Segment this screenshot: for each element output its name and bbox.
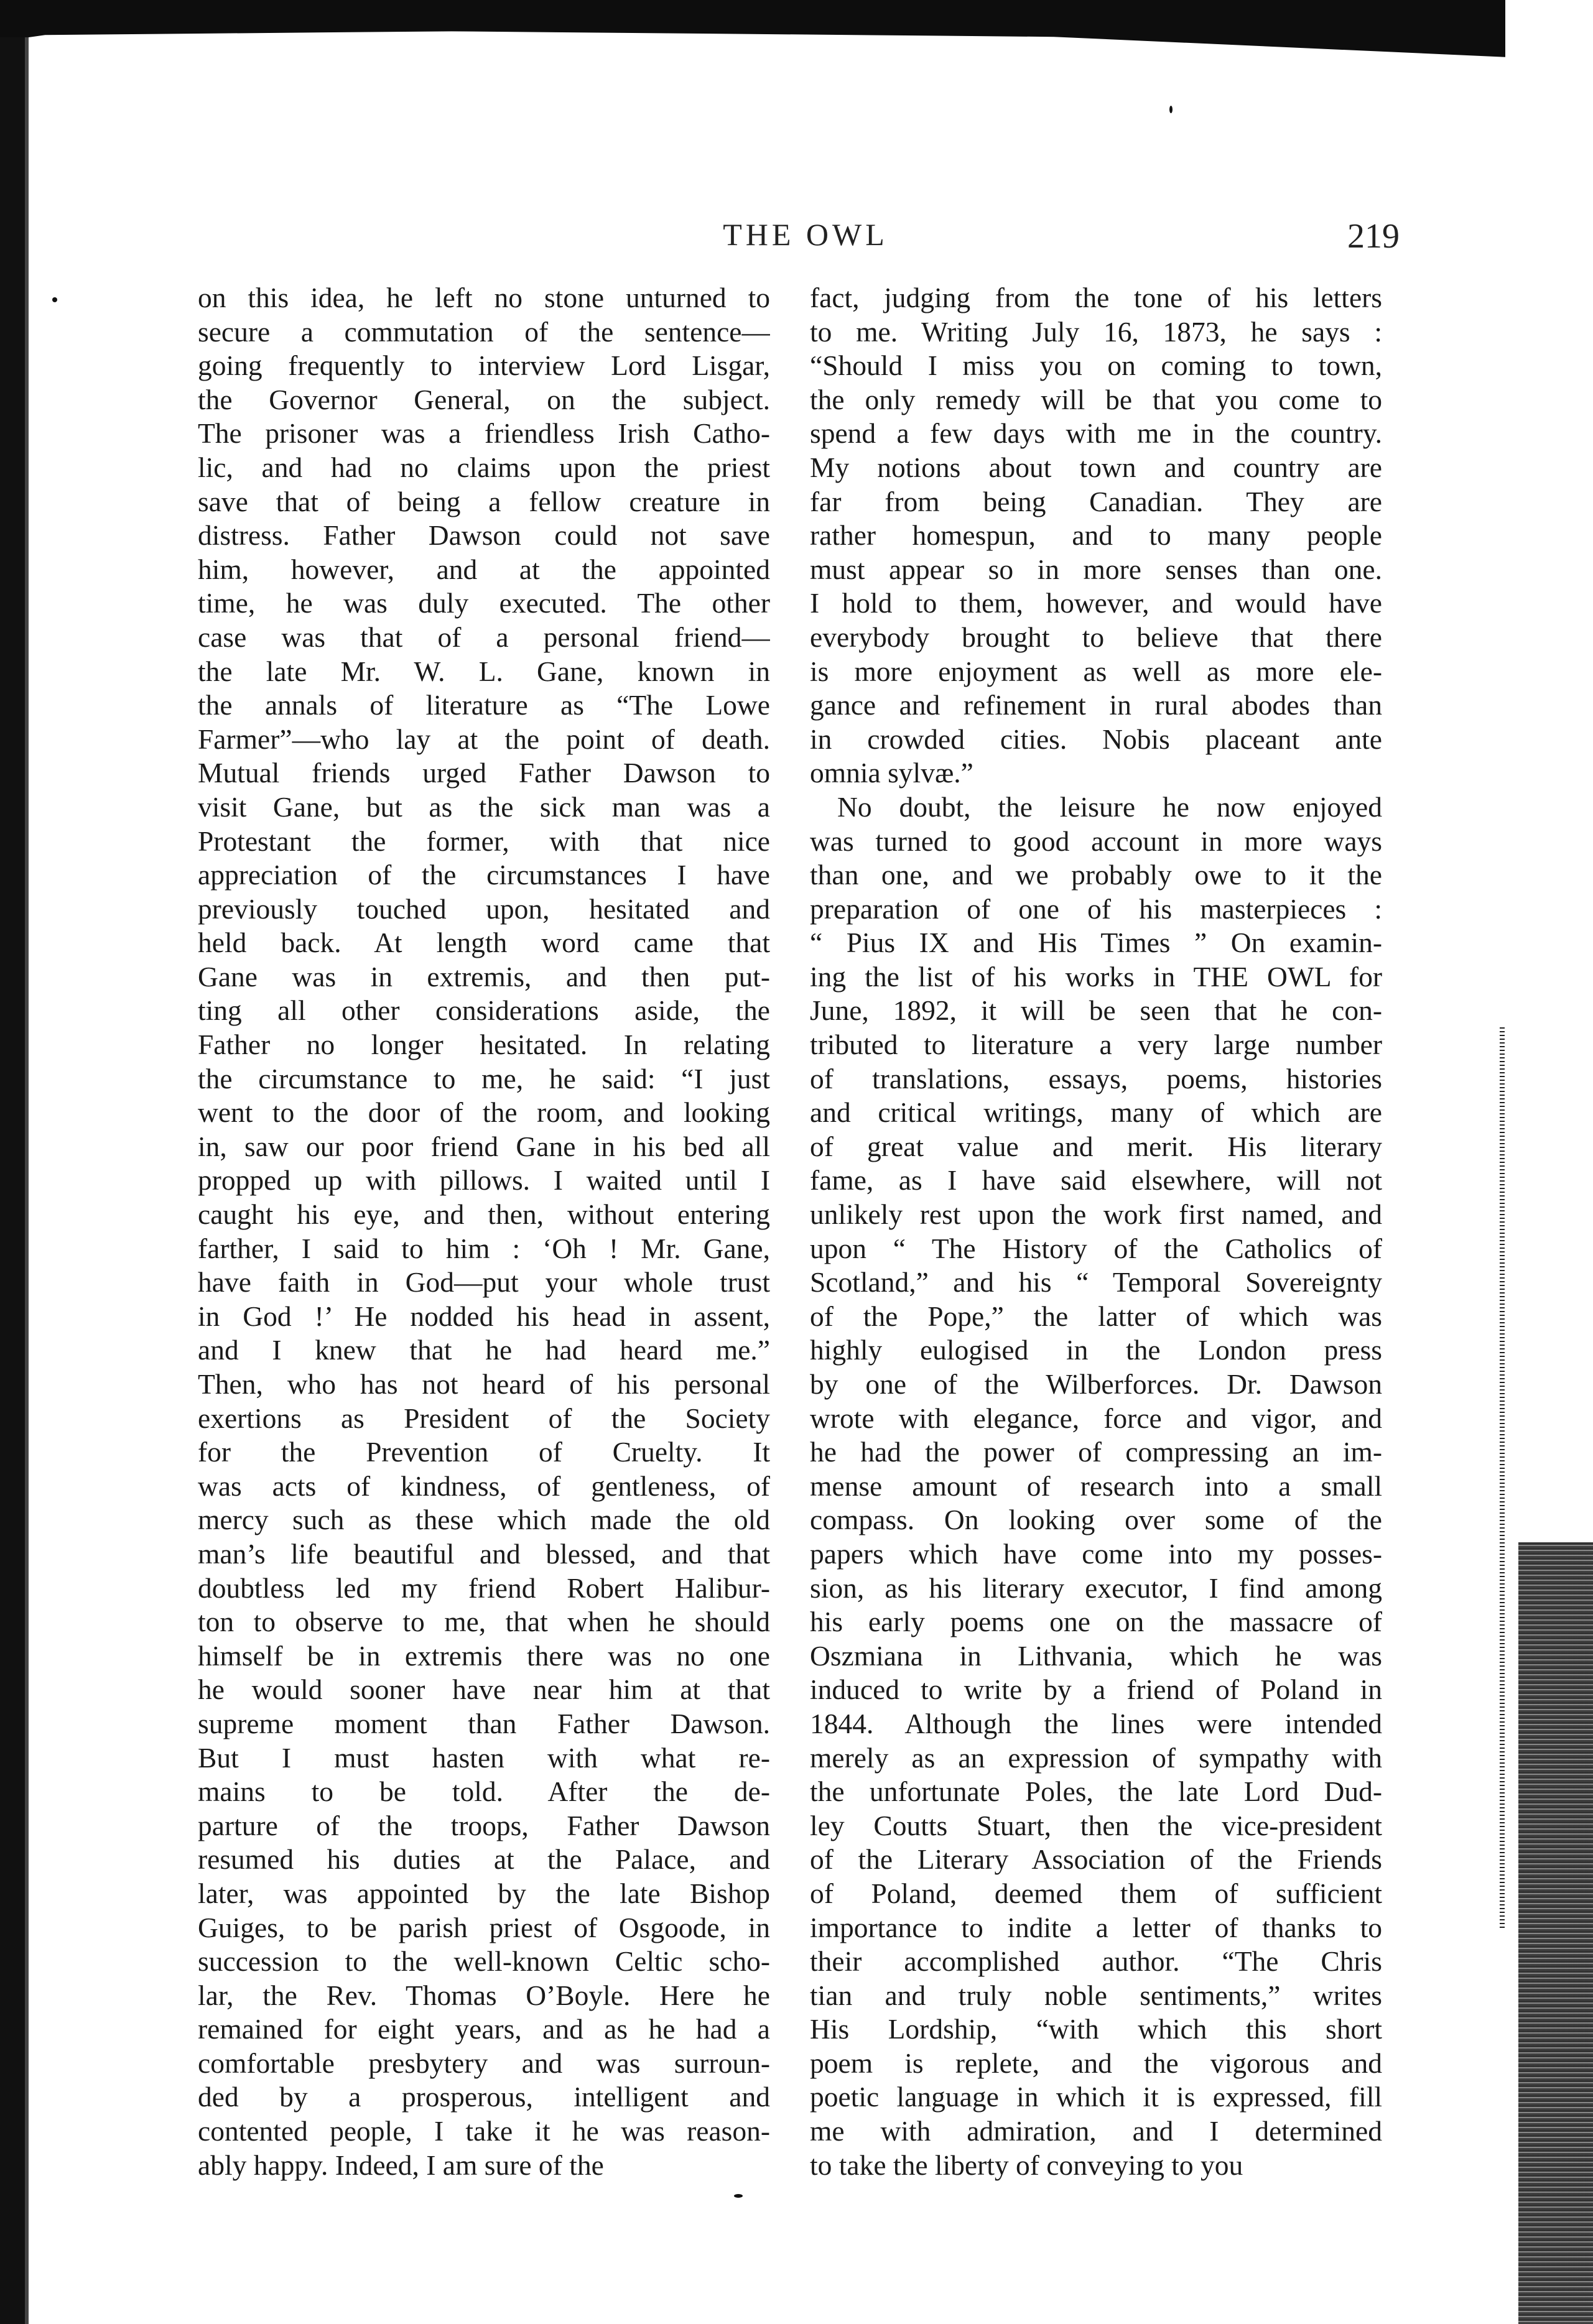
text-line: in, saw our poor friend Gane in his bed all — [198, 1130, 770, 1162]
text-line: No doubt, the leisure he now enjoyed — [837, 790, 1382, 823]
text-line: tributed to literature a very large number — [810, 1029, 1382, 1061]
text-line: supreme moment than Father Dawson. — [198, 1707, 770, 1739]
text-line: me with admiration, and I determined — [810, 2115, 1382, 2147]
text-line: Scotland,” and his “ Temporal Sovereignty — [810, 1266, 1382, 1299]
text-line: later, was appointed by the late Bishop — [198, 1877, 770, 1909]
text-line: lar, the Rev. Thomas O’Boyle. Here he — [198, 1979, 770, 2011]
text-line: The prisoner was a friendless Irish Catho- — [198, 417, 770, 450]
text-line: the only remedy will be that you come to — [810, 383, 1382, 415]
text-line: poetic language in which it is expressed, fill — [810, 2081, 1382, 2113]
text-line: Then, who has not heard of his personal — [198, 1368, 770, 1400]
text-line: spend a few days with me in the country. — [810, 417, 1382, 450]
text-line: ably happy. Indeed, I am sure of the — [198, 2149, 604, 2181]
text-line: ing the list of his works in THE OWL for — [810, 960, 1382, 993]
text-line: papers which have come into my posses- — [810, 1537, 1382, 1570]
text-line: tian and truly noble sentiments,” writes — [810, 1979, 1382, 2011]
text-line: his early poems one on the massacre of — [810, 1606, 1382, 1638]
text-line: highly eulogised in the London press — [810, 1334, 1382, 1366]
text-line: lic, and had no claims upon the priest — [198, 451, 770, 483]
text-line: mercy such as these which made the old — [198, 1504, 770, 1536]
text-line: Mutual friends urged Father Dawson to — [198, 757, 770, 789]
text-line: went to the door of the room, and looking — [198, 1096, 770, 1129]
text-line: poem is replete, and the vigorous and — [810, 2047, 1382, 2079]
text-line: induced to write by a friend of Poland in — [810, 1674, 1382, 1706]
text-line: caught his eye, and then, without entering — [198, 1198, 770, 1231]
text-line: contented people, I take it he was reason- — [198, 2115, 770, 2147]
text-line: to me. Writing July 16, 1873, he says : — [810, 315, 1382, 348]
text-line: secure a commutation of the sentence— — [198, 315, 770, 348]
text-line: His Lordship, “with which this short — [810, 2013, 1382, 2045]
text-line: resumed his duties at the Palace, and — [198, 1843, 770, 1876]
text-line: for the Prevention of Cruelty. It — [198, 1436, 770, 1468]
text-line: of translations, essays, poems, histories — [810, 1062, 1382, 1095]
text-line: than one, and we probably owe to it the — [810, 859, 1382, 891]
text-line: the circumstance to me, he said: “I just — [198, 1062, 770, 1095]
text-line: rather homespun, and to many people — [810, 519, 1382, 552]
text-line: him, however, and at the appointed — [198, 553, 770, 585]
text-line: omnia sylvæ.” — [810, 757, 973, 789]
scan-border-left — [0, 37, 39, 2324]
text-line: 1844. Although the lines were intended — [810, 1707, 1382, 1739]
text-line: himself be in extremis there was no one — [198, 1639, 770, 1672]
text-line: preparation of one of his masterpieces : — [810, 892, 1382, 925]
text-line: sion, as his literary executor, I find among — [810, 1572, 1382, 1604]
text-line: “Should I miss you on coming to town, — [810, 350, 1382, 382]
text-line: of great value and merit. His literary — [810, 1130, 1382, 1162]
text-line: everybody brought to believe that there — [810, 621, 1382, 653]
text-line: man’s life beautiful and blessed, and that — [198, 1537, 770, 1570]
text-line: of the Literary Association of the Friends — [810, 1843, 1382, 1876]
text-line: on this idea, he left no stone unturned to — [198, 282, 770, 313]
page-number: 219 — [1347, 217, 1400, 256]
scan-border-right — [1518, 1542, 1593, 2324]
text-line: fact, judging from the tone of his letters — [810, 282, 1382, 313]
text-line: far from being Canadian. They are — [810, 485, 1382, 517]
text-line: comfortable presbytery and was surroun- — [198, 2047, 770, 2079]
text-line: fame, as I have said elsewhere, will not — [810, 1164, 1382, 1197]
text-line: Protestant the former, with that nice — [198, 825, 770, 857]
text-line: mains to be told. After the de- — [198, 1775, 770, 1808]
text-line: exertions as President of the Society — [198, 1402, 770, 1434]
text-line: and I knew that he had heard me.” — [198, 1334, 770, 1366]
text-line: ton to observe to me, that when he should — [198, 1606, 770, 1638]
text-line: going frequently to interview Lord Lisgar, — [198, 350, 770, 382]
text-line: the late Mr. W. L. Gane, known in — [198, 655, 770, 687]
text-line: of Poland, deemed them of sufficient — [810, 1877, 1382, 1909]
text-line: was turned to good account in more ways — [810, 825, 1382, 857]
text-line: is more enjoyment as well as more ele- — [810, 655, 1382, 687]
text-line: Farmer”—who lay at the point of death. — [198, 723, 770, 755]
scan-speck — [52, 297, 57, 302]
text-line: “ Pius IX and His Times ” On examin- — [810, 927, 1382, 959]
text-line: importance to indite a letter of thanks to — [810, 1911, 1382, 1943]
text-line: wrote with elegance, force and vigor, and — [810, 1402, 1382, 1434]
text-line: remained for eight years, and as he had a — [198, 2013, 770, 2045]
scan-edge-mark — [1500, 1026, 1505, 1928]
text-line: propped up with pillows. I waited until I — [198, 1164, 770, 1197]
text-line: must appear so in more senses than one. — [810, 553, 1382, 585]
right-column — [810, 281, 1382, 2182]
text-line: succession to the well-known Celtic scho- — [198, 1945, 770, 1978]
text-line: June, 1892, it will be seen that he con- — [810, 994, 1382, 1027]
text-line: Father no longer hesitated. In relating — [198, 1029, 770, 1061]
text-line: Oszmiana in Lithvania, which he was — [810, 1639, 1382, 1672]
text-line: gance and refinement in rural abodes than — [810, 689, 1382, 721]
text-line: I hold to them, however, and would have — [810, 587, 1382, 619]
text-line: he would sooner have near him at that — [198, 1674, 770, 1706]
text-line: appreciation of the circumstances I have — [198, 859, 770, 891]
text-line: held back. At length word came that — [198, 927, 770, 959]
text-line: ley Coutts Stuart, then the vice-president — [810, 1809, 1382, 1841]
text-line: Gane was in extremis, and then put- — [198, 960, 770, 993]
text-line: he had the power of compressing an im- — [810, 1436, 1382, 1468]
text-line: case was that of a personal friend— — [198, 621, 770, 653]
text-line: visit Gane, but as the sick man was a — [198, 790, 770, 823]
running-head: THE OWL — [723, 217, 888, 252]
scan-speck — [1169, 106, 1173, 113]
text-line: the annals of literature as “The Lowe — [198, 689, 770, 721]
text-line: parture of the troops, Father Dawson — [198, 1809, 770, 1841]
text-line: distress. Father Dawson could not save — [198, 519, 770, 552]
text-line: mense amount of research into a small — [810, 1470, 1382, 1502]
text-line: previously touched upon, hesitated and — [198, 892, 770, 925]
text-line: compass. On looking over some of the — [810, 1504, 1382, 1536]
text-line: in crowded cities. Nobis placeant ante — [810, 723, 1382, 755]
text-line: doubtless led my friend Robert Halibur- — [198, 1572, 770, 1604]
text-line: merely as an expression of sympathy with — [810, 1741, 1382, 1774]
text-line: Guiges, to be parish priest of Osgoode, in — [198, 1911, 770, 1943]
text-line: have faith in God—put your whole trust — [198, 1266, 770, 1299]
text-line: save that of being a fellow creature in — [198, 485, 770, 517]
text-line: ting all other considerations aside, the — [198, 994, 770, 1027]
text-line: by one of the Wilberforces. Dr. Dawson — [810, 1368, 1382, 1400]
text-line: upon “ The History of the Catholics of — [810, 1232, 1382, 1264]
text-line: was acts of kindness, of gentleness, of — [198, 1470, 770, 1502]
left-column — [198, 281, 770, 2182]
scan-border-top — [0, 0, 1505, 92]
text-line: ded by a prosperous, intelligent and — [198, 2081, 770, 2113]
text-line: My notions about town and country are — [810, 451, 1382, 483]
text-line: to take the liberty of conveying to you — [810, 2149, 1243, 2181]
text-line: their accomplished author. “The Chris — [810, 1945, 1382, 1978]
text-line: in God !’ He nodded his head in assent, — [198, 1300, 770, 1332]
text-line: the Governor General, on the subject. — [198, 383, 770, 415]
text-line: the unfortunate Poles, the late Lord Dud- — [810, 1775, 1382, 1808]
text-line: and critical writings, many of which are — [810, 1096, 1382, 1129]
text-line: unlikely rest upon the work first named, and — [810, 1198, 1382, 1231]
text-line: time, he was duly executed. The other — [198, 587, 770, 619]
scan-speck — [734, 2194, 743, 2198]
text-line: of the Pope,” the latter of which was — [810, 1300, 1382, 1332]
text-line: farther, I said to him : ‘Oh ! Mr. Gane, — [198, 1232, 770, 1264]
text-line: But I must hasten with what re- — [198, 1741, 770, 1774]
